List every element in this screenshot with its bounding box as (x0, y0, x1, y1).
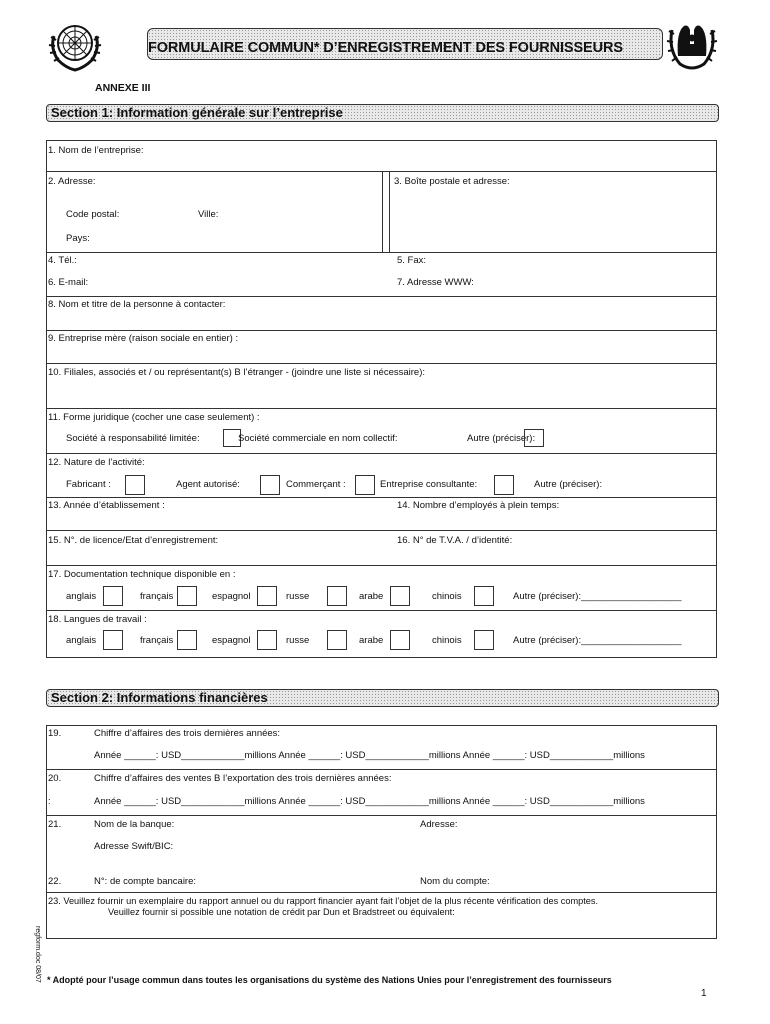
work-arabic-checkbox[interactable] (390, 630, 410, 650)
work-lang-russian: russe (286, 635, 310, 646)
field-1-company-name: 1. Nom de l’entreprise: (48, 145, 144, 156)
work-lang-spanish: espagnol (212, 635, 251, 646)
work-spanish-checkbox[interactable] (257, 630, 277, 650)
form-title-banner (147, 28, 663, 60)
field-postal-code: Code postal: (66, 209, 120, 220)
doc-french-checkbox[interactable] (177, 586, 197, 606)
doc-lang-russian: russe (286, 591, 310, 602)
doc-lang-other: Autre (préciser):___________________ (513, 591, 682, 602)
field-12-activity: 12. Nature de l’activité: (48, 457, 145, 468)
work-french-checkbox[interactable] (177, 630, 197, 650)
row-21-bank-address: Adresse: (420, 819, 458, 830)
field-6-email: 6. E-mail: (48, 277, 89, 288)
doc-lang-english: anglais (66, 591, 97, 602)
row-22-account-name: Nom du compte: (420, 876, 490, 887)
field-16-vat: 16. N° de T.V.A. / d’identité: (397, 535, 513, 546)
activity-manufacturer-checkbox[interactable] (125, 475, 145, 495)
row-23-credit-rating: Veuillez fournir si possible une notation de crédit par Dun et Bradstreet ou équivalent: (108, 907, 455, 917)
field-9-parent-company: 9. Entreprise mère (raison sociale en entier) : (48, 333, 239, 344)
row-19-turnover: Chiffre d’affaires des trois dernières années: (94, 728, 281, 739)
activity-consultant-label: Entreprise consultante: (380, 479, 478, 490)
activity-trader-checkbox[interactable] (355, 475, 375, 495)
row-23-annual-report: 23. Veuillez fournir un exemplaire du rapport annuel ou du rapport financier ayant fait l’objet de la plus récente vérification des comptes. (48, 896, 599, 906)
field-13-year-established: 13. Année d’établissement : (48, 500, 165, 511)
work-russian-checkbox[interactable] (327, 630, 347, 650)
work-lang-english: anglais (66, 635, 97, 646)
work-lang-french: français (140, 635, 174, 646)
page-number: 1 (701, 988, 707, 999)
row-21-swift: Adresse Swift/BIC: (94, 841, 174, 852)
section1-title: Section 1: Information générale sur l’entreprise (51, 105, 343, 120)
work-lang-chinese: chinois (432, 635, 462, 646)
row-20-years: Année ______: USD____________millions Année ______: USD____________millions Année ______: USD____________millions (94, 796, 645, 807)
annex-label: ANNEXE III (95, 82, 151, 94)
unhcr-logo (666, 16, 718, 72)
work-english-checkbox[interactable] (103, 630, 123, 650)
activity-manufacturer-label: Fabricant : (66, 479, 111, 490)
legal-form-llc-label: Société à responsabilité limitée: (66, 433, 200, 444)
field-7-website: 7. Adresse WWW: (397, 277, 474, 288)
doc-russian-checkbox[interactable] (327, 586, 347, 606)
field-city: Ville: (198, 209, 219, 220)
doc-chinese-checkbox[interactable] (474, 586, 494, 606)
activity-other-label: Autre (préciser): (534, 479, 603, 490)
field-10-subsidiaries: 10. Filiales, associés et / ou représentant(s) B l’étranger - (joindre une liste si nécessaire): (48, 367, 426, 378)
footnote: * Adopté pour l’usage commun dans toutes les organisations du système des Nations Unies pour l’enregistrement des fournisseurs (47, 975, 612, 985)
section1-header (46, 104, 719, 122)
row-19-number: 19. (48, 728, 62, 739)
doc-lang-chinese: chinois (432, 591, 462, 602)
un-logo (46, 16, 104, 74)
doc-spanish-checkbox[interactable] (257, 586, 277, 606)
work-lang-arabic: arabe (359, 635, 384, 646)
doc-lang-spanish: espagnol (212, 591, 251, 602)
field-15-license: 15. N°. de licence/Etat d’enregistrement: (48, 535, 219, 546)
field-14-employees: 14. Nombre d’employés à plein temps: (397, 500, 560, 511)
legal-form-partnership-label: Société commerciale en nom collectif: (238, 433, 398, 444)
activity-consultant-checkbox[interactable] (494, 475, 514, 495)
field-5-fax: 5. Fax: (397, 255, 427, 266)
field-3-po-box: 3. Boîte postale et adresse: (394, 176, 510, 187)
row-20-colon: : (48, 796, 51, 807)
row-21-bank-name: Nom de la banque: (94, 819, 175, 830)
activity-trader-label: Commerçant : (286, 479, 346, 490)
row-20-export-turnover: Chiffre d’affaires des ventes B l’exportation des trois dernières années: (94, 773, 392, 784)
doc-arabic-checkbox[interactable] (390, 586, 410, 606)
work-lang-other: Autre (préciser):___________________ (513, 635, 682, 646)
activity-agent-label: Agent autorisé: (176, 479, 240, 490)
side-document-reference: regform.doc 08/07 (34, 926, 41, 983)
field-4-phone: 4. Tél.: (48, 255, 77, 266)
legal-form-other-checkbox[interactable] (524, 429, 544, 447)
row-19-years: Année ______: USD____________millions Année ______: USD____________millions Année ______: USD____________millions (94, 750, 645, 761)
doc-lang-french: français (140, 591, 174, 602)
section2-title: Section 2: Informations financières (51, 690, 268, 705)
field-11-legal-form: 11. Forme juridique (cocher une case seulement) : (48, 412, 260, 423)
row-20-number: 20. (48, 773, 62, 784)
section2-header (46, 689, 719, 707)
doc-lang-arabic: arabe (359, 591, 384, 602)
row-21-number: 21. (48, 819, 62, 830)
field-18-working-languages: 18. Langues de travail : (48, 614, 147, 625)
row-22-number: 22. (48, 876, 62, 887)
doc-english-checkbox[interactable] (103, 586, 123, 606)
row-22-account-number: N°: de compte bancaire: (94, 876, 197, 887)
legal-form-other-label: Autre (préciser): (467, 433, 536, 444)
field-country: Pays: (66, 233, 90, 244)
work-chinese-checkbox[interactable] (474, 630, 494, 650)
field-8-contact: 8. Nom et titre de la personne à contacter: (48, 299, 226, 310)
field-2-address: 2. Adresse: (48, 176, 96, 187)
activity-agent-checkbox[interactable] (260, 475, 280, 495)
field-17-documentation: 17. Documentation technique disponible en : (48, 569, 236, 580)
form-title: FORMULAIRE COMMUN* D’ENREGISTREMENT DES FOURNISSEURS (148, 40, 623, 56)
